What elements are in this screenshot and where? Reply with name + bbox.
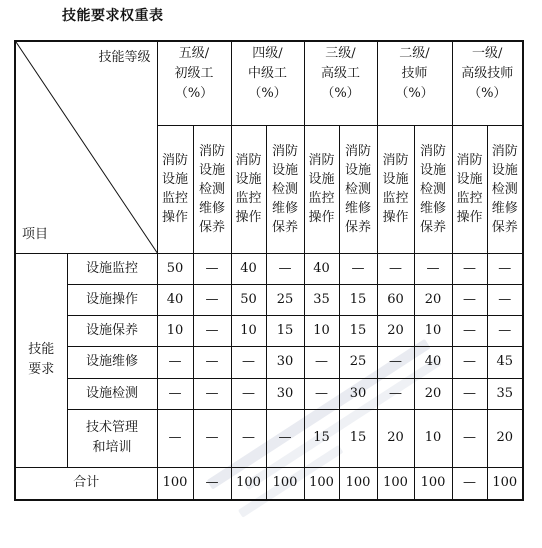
total-value-cell [377,467,414,500]
level-unit: （%） [468,86,507,101]
value-cell [304,284,339,315]
total-row [15,467,523,500]
subheader-line: 消防 [198,143,225,159]
cell-value: 10 [424,322,442,338]
table-row [15,284,523,315]
cell-value: — [463,475,476,491]
cell-value: — [168,430,182,445]
cell-value: 20 [424,385,442,401]
corner-header-cell [15,41,157,253]
subheader-line: 监控 [235,191,262,206]
level-unit: （%） [174,86,214,101]
subheader-monitor-operate [304,125,339,253]
value-cell [231,253,266,284]
value-cell [266,378,304,409]
value-cell [414,409,452,467]
value-cell [487,346,523,378]
subheader-line: 设施 [419,162,446,178]
cell-value: 10 [240,322,257,338]
cell-value: 15 [313,430,330,445]
item-text: 设施维修 [85,354,138,369]
subheader-line: 设施 [308,172,335,187]
cell-value: 30 [276,385,294,401]
subheader-line: 保养 [198,219,225,235]
level-name: 四级/ [252,46,283,61]
value-cell [193,409,231,467]
value-cell [157,253,193,284]
item-text: 设施检测 [85,385,138,401]
item-text: 设施保养 [85,322,138,338]
total-value-cell [157,467,193,500]
table-row [15,378,523,409]
subheader-line: 检测 [198,181,225,197]
value-cell [157,378,193,409]
subheader-line: 消防 [491,143,518,159]
cell-value: — [205,430,219,445]
value-cell [452,284,487,315]
cell-value: — [315,354,328,369]
cell-value: — [205,260,219,276]
subheader-monitor-operate [157,125,193,253]
value-cell [377,378,414,409]
cell-value: 20 [496,430,514,445]
subheader-test-maintain [414,125,452,253]
subheader-line: 消防 [235,153,262,168]
subheader-line: 操作 [308,210,335,225]
level-header-2 [231,41,304,125]
value-cell [266,253,304,284]
subheader-line: 消防 [271,143,298,159]
subheader-line: 设施 [271,162,298,178]
value-cell [266,284,304,315]
cell-value: 60 [387,291,404,307]
item-text: 设施操作 [85,291,138,307]
subheader-line: 设施 [161,172,188,187]
value-cell [193,284,231,315]
row-item-label [67,253,157,284]
cell-value: — [498,260,512,276]
subheader-line: 检测 [491,181,518,197]
level-header-1 [157,41,231,125]
skill-weight-table [14,40,524,501]
subheader-line: 检测 [419,181,446,197]
subheader-line: 维修 [344,200,371,216]
level-sub: 高级技师 [461,66,514,81]
level-name: 五级/ [178,46,210,61]
subheader-line: 维修 [419,200,446,216]
cell-value: — [463,385,476,401]
value-cell [157,409,193,467]
total-value-cell [487,467,523,500]
total-label: 合计 [15,467,157,500]
group-label-skill-requirements [15,253,67,467]
cell-value: 35 [313,291,330,307]
subheader-line: 维修 [198,200,225,216]
value-cell [304,346,339,378]
total-value-cell [452,467,487,500]
cell-value: 15 [349,430,367,445]
table-row [15,409,523,467]
value-cell [452,378,487,409]
cell-value: — [463,260,476,276]
cell-value: — [205,291,219,307]
total-value-cell [193,467,231,500]
cell-value: 100 [309,475,334,491]
cell-value: 50 [240,291,257,307]
cell-value: — [389,260,402,276]
value-cell [414,253,452,284]
value-cell [231,346,266,378]
cell-value: 45 [496,354,514,369]
diagonal-line [16,42,158,254]
value-cell [377,346,414,378]
subheader-line: 消防 [344,143,371,159]
subheader-line: 监控 [382,191,409,206]
level-unit: （%） [395,86,434,101]
total-value-cell [339,467,377,500]
cell-value: 100 [236,475,261,491]
value-cell [339,346,377,378]
value-cell [157,315,193,346]
cell-value: — [463,322,476,338]
subheader-line: 设施 [344,162,371,178]
cell-value: — [463,430,476,445]
cell-value: 40 [166,291,184,307]
subheader-line: 保养 [419,219,446,235]
group-label-line: 技能 [28,342,55,357]
subheader-line: 维修 [271,200,298,216]
cell-value: — [242,430,255,445]
level-sub: 高级工 [320,66,360,81]
row-item-label [67,378,157,409]
value-cell [339,409,377,467]
subheader-line: 操作 [161,210,188,225]
value-cell [193,253,231,284]
subheader-monitor-operate [377,125,414,253]
cell-value: — [315,385,328,401]
cell-value: 40 [313,260,330,276]
level-header-4 [377,41,452,125]
cell-value: — [498,291,512,307]
cell-value: — [389,385,402,401]
cell-value: 15 [349,322,367,338]
cell-value: — [426,260,440,276]
cell-value: — [205,385,219,401]
row-item-label [67,284,157,315]
subheader-line: 维修 [491,200,518,216]
cell-value: 10 [313,322,330,338]
row-item-label [67,346,157,378]
level-name: 一级/ [472,46,503,61]
total-value-cell [231,467,266,500]
value-cell [414,315,452,346]
table-row [15,315,523,346]
level-sub: 初级工 [174,66,214,81]
subheader-line: 保养 [491,219,518,235]
value-cell [487,315,523,346]
cell-value: 50 [166,260,184,276]
value-cell [339,284,377,315]
total-value-cell [414,467,452,500]
value-cell [193,346,231,378]
subheader-monitor-operate [231,125,266,253]
value-cell [304,253,339,284]
cell-value: 15 [276,322,294,338]
level-unit: （%） [321,86,360,101]
cell-value: — [168,354,182,369]
cell-value: — [205,354,219,369]
value-cell [231,409,266,467]
value-cell [414,378,452,409]
page-title: 技能要求权重表 [62,8,164,24]
cell-value: — [205,322,219,338]
value-cell [231,284,266,315]
cell-value: — [498,322,512,338]
value-cell [377,409,414,467]
subheader-monitor-operate [452,125,487,253]
subheader-line: 操作 [235,210,262,225]
cell-value: 10 [166,322,184,338]
value-cell [266,409,304,467]
subheader-line: 设施 [198,162,225,178]
subheader-line: 消防 [456,153,483,168]
cell-value: 40 [424,354,442,369]
value-cell [304,315,339,346]
subheader-line: 检测 [271,181,298,197]
value-cell [193,378,231,409]
cell-value: 15 [349,291,367,307]
row-item-label [67,315,157,346]
subheader-line: 检测 [344,181,371,197]
subheader-test-maintain [339,125,377,253]
subheader-line: 消防 [308,153,335,168]
subheader-line: 操作 [456,210,483,225]
cell-value: 20 [387,322,404,338]
value-cell [452,315,487,346]
level-name: 三级/ [325,46,356,61]
value-cell [157,346,193,378]
cell-value: 100 [162,475,188,491]
value-cell [377,315,414,346]
subheader-line: 消防 [419,143,446,159]
value-cell [414,346,452,378]
total-value-cell [266,467,304,500]
value-cell [414,284,452,315]
level-sub: 中级工 [247,66,287,81]
cell-value: 30 [349,385,367,401]
value-cell [487,378,523,409]
subheader-line: 保养 [271,219,298,235]
value-cell [452,253,487,284]
value-cell [304,409,339,467]
cell-value: 100 [492,475,518,491]
value-cell [231,315,266,346]
cell-value: 20 [424,291,442,307]
cell-value: — [463,291,476,307]
table-row [15,253,523,284]
cell-value: — [278,260,292,276]
cell-value: 35 [496,385,514,401]
subheader-line: 消防 [161,153,188,168]
cell-value: 100 [383,475,408,491]
cell-value: 100 [345,475,371,491]
cell-value: 25 [276,291,294,307]
subheader-line: 监控 [308,191,335,206]
value-cell [377,253,414,284]
table-row [15,346,523,378]
subheader-line: 消防 [382,153,409,168]
subheader-line: 监控 [456,191,483,206]
item-text: 设施监控 [85,260,138,276]
subheader-line: 操作 [382,210,409,225]
value-cell [487,409,523,467]
cell-value: — [242,385,255,401]
value-cell [452,409,487,467]
cell-value: — [463,354,476,369]
total-value-cell [304,467,339,500]
value-cell [231,378,266,409]
value-cell [339,378,377,409]
subheader-line: 设施 [235,172,262,187]
subheader-test-maintain [487,125,523,253]
level-sub: 技师 [401,66,428,81]
value-cell [377,284,414,315]
cell-value: 25 [349,354,367,369]
value-cell [339,315,377,346]
cell-value: — [168,385,182,401]
value-cell [339,253,377,284]
value-cell [487,284,523,315]
value-cell [266,315,304,346]
item-text: 和培训 [92,440,132,455]
subheader-test-maintain [193,125,231,253]
cell-value: 100 [420,475,446,491]
cell-value: 100 [272,475,298,491]
header-skill-level-label: 技能等级 [98,50,151,65]
subheader-line: 设施 [491,162,518,178]
level-header-3 [304,41,377,125]
subheader-test-maintain [266,125,304,253]
level-name: 二级/ [399,46,430,61]
value-cell [487,253,523,284]
level-header-5 [452,41,523,125]
subheader-line: 监控 [161,191,188,206]
subheader-line: 保养 [344,219,371,235]
group-label-line: 要求 [28,362,55,377]
value-cell [304,378,339,409]
cell-value: 40 [240,260,257,276]
value-cell [193,315,231,346]
cell-value: — [351,260,365,276]
item-text: 技术管理 [85,420,138,435]
subheader-line: 设施 [382,172,409,187]
cell-value: 30 [276,354,294,369]
value-cell [452,346,487,378]
cell-value: — [278,430,292,445]
cell-value: 20 [387,430,404,445]
row-item-label [67,409,157,467]
cell-value: — [205,475,219,491]
cell-value: 10 [424,430,442,445]
subheader-line: 设施 [456,172,483,187]
header-item-label: 项目 [22,226,49,242]
value-cell [266,346,304,378]
cell-value: — [389,354,402,369]
value-cell [157,284,193,315]
cell-value: — [242,354,255,369]
level-unit: （%） [248,86,287,101]
